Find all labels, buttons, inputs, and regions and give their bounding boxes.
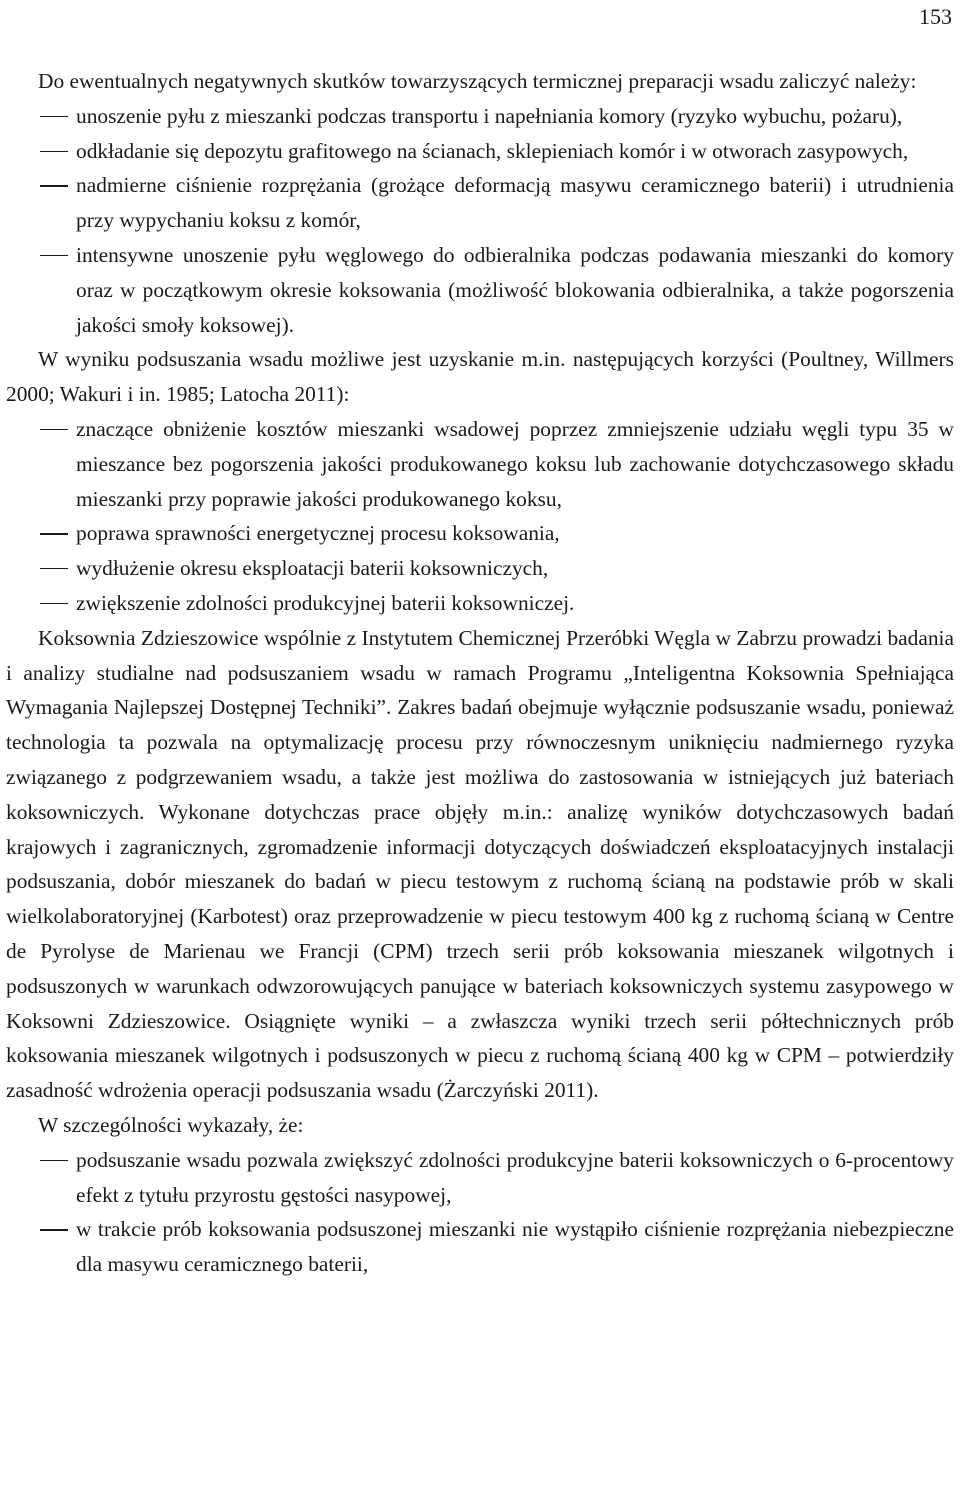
list-item bbox=[6, 168, 954, 238]
list-item bbox=[6, 1143, 954, 1213]
page-body bbox=[6, 64, 954, 1282]
paragraph-benefits-intro: W wyniku podsuszania wsadu możliwe jest uzyskanie m.in. następujących korzyści (Poultney, Willmers 2000; Wakuri i in. 1985; Latocha 2011): bbox=[6, 347, 954, 407]
list-item bbox=[6, 1212, 954, 1282]
list-item bbox=[6, 99, 954, 134]
list-item bbox=[6, 412, 954, 516]
paragraph-research-description: Koksownia Zdzieszowice wspólnie z Instytutem Chemicznej Przeróbki Węgla w Zabrzu prowadzi badania i analizy studialne nad podsuszaniem wsadu w ramach Programu „Inteligentna Koksownia Spełniająca Wymagania Najlepszej Dostępnej Techniki”. Zakres badań obejmuje wyłącznie podsuszanie wsadu, ponieważ technologia ta pozwala na optymalizację procesu przy równoczesnym uniknięciu nadmiernego ryzyka związanego z podgrzewaniem wsadu, a także jest możliwa do zastosowania w istniejących już bateriach koksowniczych. Wykonane dotychczas prace objęły m.in.: analizę wyników dotychczasowych badań krajowych i zagranicznych, zgromadzenie informacji dotyczących doświadczeń eksploatacyjnych instalacji podsuszania, dobór mieszanek do badań w piecu testowym z ruchomą ścianą na podstawie prób w skali wielkolaboratoryjnej (Karbotest) oraz przeprowadzenie w piecu testowym 400 kg z ruchomą ścianą w Centre de Pyrolyse de Marienau we Francji (CPM) trzech serii prób koksowania mieszanek wilgotnych i podsuszonych w warunkach odwzorowujących panujące w bateriach koksowniczych systemu zasypowego w Koksowni Zdzieszowice. Osiągnięte wyniki – a zwłaszcza wyniki trzech serii półtechnicznych prób koksowania mieszanek wilgotnych i podsuszonych w piecu z ruchomą ścianą 400 kg w CPM – potwierdziły zasadność wdrożenia operacji podsuszania wsadu (Żarczyński 2011). bbox=[6, 625, 954, 1103]
list-item-text: podsuszanie wsadu pozwala zwiększyć zdolności produkcyjne baterii koksowniczych o 6-procentowy efekt z tytułu przyrostu gęstości nasypowej, bbox=[76, 1147, 954, 1207]
list-item-text: nadmierne ciśnienie rozprężania (grożące deformacją masywu ceramicznego baterii) i utrudnienia przy wypychaniu koksu z komór, bbox=[76, 173, 954, 233]
list-item-text: intensywne unoszenie pyłu węglowego do odbieralnika podczas podawania mieszanki do komory oraz w początkowym okresie koksowania (możliwość blokowania odbieralnika, a także pogorszenia jakości smoły koksowej). bbox=[76, 242, 954, 337]
list-item bbox=[6, 516, 954, 551]
paragraph-negative-effects-intro: Do ewentualnych negatywnych skutków towarzyszących termicznej preparacji wsadu zaliczyć należy: bbox=[38, 69, 917, 93]
paragraph-findings-intro: W szczególności wykazały, że: bbox=[38, 1112, 304, 1137]
list-item-text: odkładanie się depozytu grafitowego na ścianach, sklepieniach komór i w otworach zasypowych, bbox=[76, 138, 909, 163]
list-item bbox=[6, 134, 954, 169]
list-item-text: w trakcie prób koksowania podsuszonej mieszanki nie wystąpiło ciśnienie rozprężania niebezpieczne dla masywu ceramicznego baterii, bbox=[76, 1217, 954, 1277]
list-item-text: zwiększenie zdolności produkcyjnej baterii koksowniczej. bbox=[76, 590, 575, 615]
page-number: 153 bbox=[919, 4, 952, 29]
list-item-text: wydłużenie okresu eksploatacji baterii koksowniczych, bbox=[76, 556, 549, 581]
list-item bbox=[6, 551, 954, 586]
list-item-text: unoszenie pyłu z mieszanki podczas transportu i napełniania komory (ryzyko wybuchu, pożaru), bbox=[76, 103, 903, 128]
list-item-text: poprawa sprawności energetycznej procesu koksowania, bbox=[76, 521, 560, 546]
list-item bbox=[6, 586, 954, 621]
list-item-text: znaczące obniżenie kosztów mieszanki wsadowej poprzez zmniejszenie udziału węgli typu 35 w mieszance bez pogorszenia jakości produkowanego koksu lub zachowanie dotychczasowego składu mieszanki przy poprawie jakości produkowanego koksu, bbox=[76, 416, 954, 511]
list-benefits bbox=[6, 412, 954, 621]
list-findings bbox=[6, 1143, 954, 1282]
list-negative-effects bbox=[6, 99, 954, 343]
list-item bbox=[6, 238, 954, 342]
